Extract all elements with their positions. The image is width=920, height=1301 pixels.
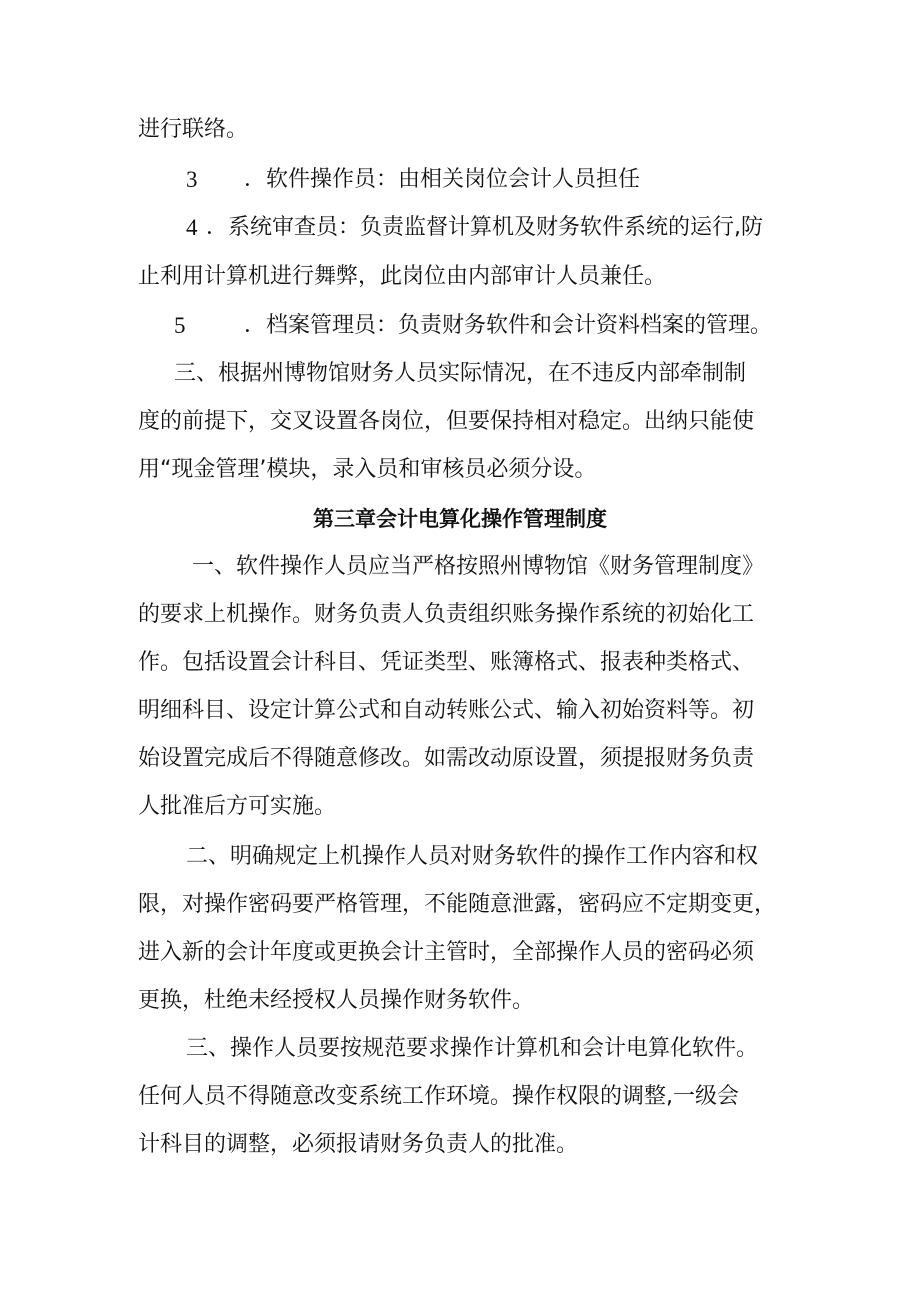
text-line: 用“现金管理’模块，录入员和审核员必须分设。 [138, 457, 597, 482]
text-line: 明细科目、设定计算公式和自动转账公式、输入初始资料等。初 [138, 698, 755, 723]
text-line: 计科目的调整，必须报请财务负责人的批准。 [138, 1132, 579, 1157]
list-text: ．档案管理员：负责财务软件和会计资料档案的管理。 [244, 313, 773, 338]
text-line: 任何人员不得随意改变系统工作环境。操作权限的调整,一级会 [138, 1084, 739, 1109]
text-line: 一、软件操作人员应当严格按照州博物馆《财务管理制度》 [192, 554, 765, 579]
text-line: 的要求上机操作。财务负责人负责组织账务操作系统的初始化工 [138, 602, 755, 627]
list-item-3 [186, 165, 920, 196]
text-line: 作。包括设置会计科目、凭证类型、账簿格式、报表种类格式、 [138, 650, 755, 675]
list-number: 3 [186, 167, 198, 192]
text-line: 二、明确规定上机操作人员对财务软件的操作工作内容和权 [186, 844, 759, 869]
text-line: 度的前提下，交叉设置各岗位，但要保持相对稳定。出纳只能使 [138, 409, 755, 434]
list-item-5 [174, 311, 920, 342]
text-line: 限，对操作密码要严格管理，不能随意泄露，密码应不定期变更， [138, 892, 777, 917]
text-line: 始设置完成后不得随意修改。如需改动原设置，须提报财务负责 [138, 746, 755, 771]
text-line: 三、根据州博物馆财务人员实际情况，在不违反内部牵制制 [174, 361, 747, 386]
list-number: 4 [186, 215, 198, 240]
text-line: 更换，杜绝未经授权人员操作财务软件。 [138, 988, 535, 1013]
list-text: ．系统审查员：负责监督计算机及财务软件系统的运行,防 [206, 215, 763, 240]
list-text: ．软件操作员：由相关岗位会计人员担任 [244, 167, 641, 192]
text-line: 人批准后方可实施。 [138, 794, 337, 819]
text-line: 进入新的会计年度或更换会计主管时，全部操作人员的密码必须 [138, 940, 755, 965]
chapter-heading: 第三章会计电算化操作管理制度 [313, 507, 607, 531]
text-line: 止利用计算机进行舞弊，此岗位由内部审计人员兼任。 [138, 264, 667, 289]
list-number: 5 [174, 313, 186, 338]
list-item-4 [186, 213, 920, 244]
text-line: 三、操作人员要按规范要求操作计算机和会计电算化软件。 [186, 1036, 759, 1061]
text-line: 进行联络。 [138, 117, 249, 142]
